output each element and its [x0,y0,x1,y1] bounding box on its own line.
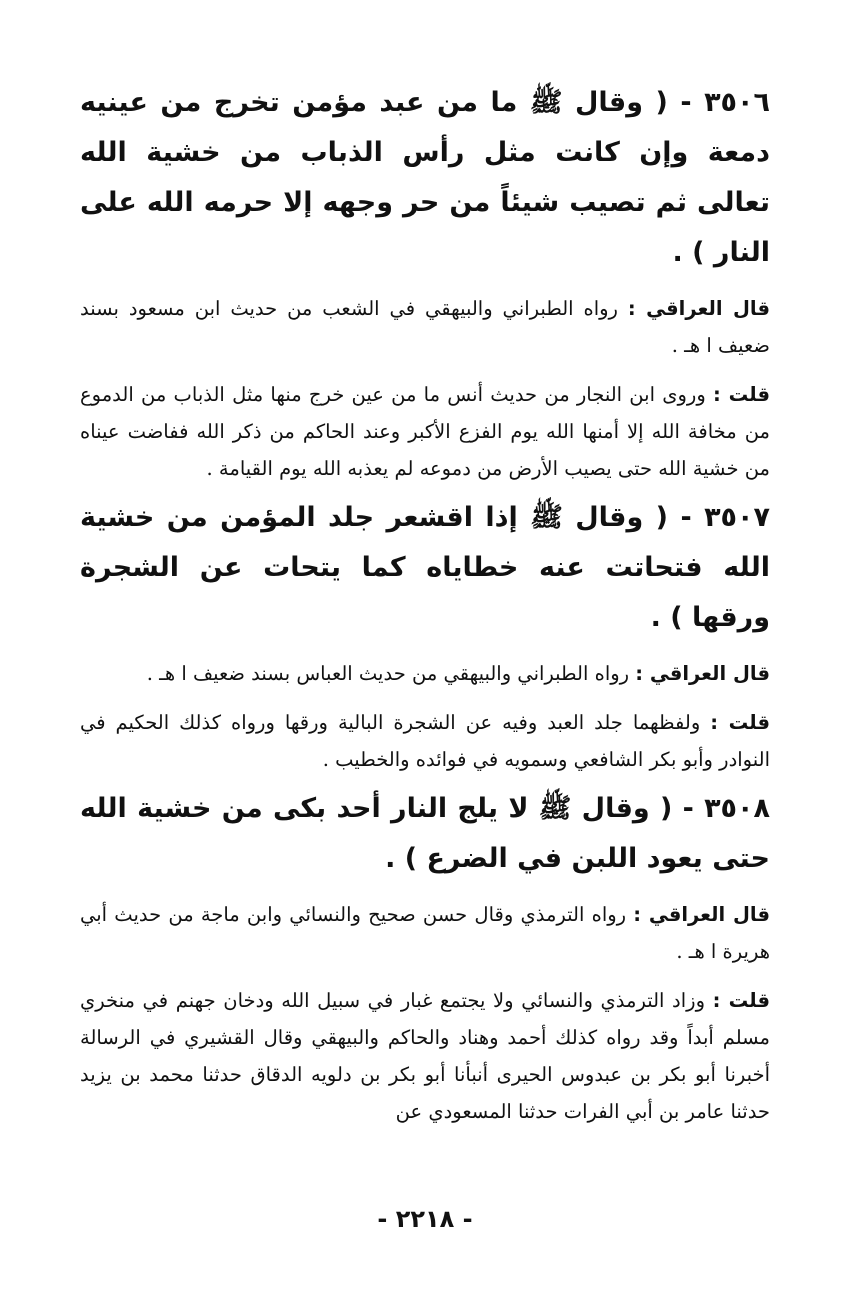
iraqi-label: قال العراقي : [627,297,770,320]
qultu-label: قلت : [710,711,771,734]
qultu-note-3508 [80,982,770,1130]
qultu-note-3506 [80,376,770,487]
iraqi-label: قال العراقي : [633,903,770,926]
iraqi-text: رواه الترمذي وقال حسن صحيح والنسائي وابن ماجة من حديث أبي هريرة ا هـ . [80,903,770,963]
page-number: - ٢٢١٨ - [377,1205,473,1233]
hadith-3507: ٣٥٠٧ - ( وقال ﷺ إذا اقشعر جلد المؤمن من خشية الله فتحاتت عنه خطاياه كما يتحات عن الشجرة ورقها ) . [80,502,770,633]
iraqi-note-3508 [80,896,770,970]
iraqi-text: رواه الطبراني والبيهقي في الشعب من حديث ابن مسعود بسند ضعيف ا هـ . [80,297,770,357]
qultu-note-3507 [80,704,770,778]
qultu-label: قلت : [712,989,770,1012]
iraqi-note-3506 [80,290,770,364]
qultu-text: وزاد الترمذي والنسائي ولا يجتمع غبار في سبيل الله ودخان جهنم في منخري مسلم أبداً وقد رواه كذلك أحمد وهناد والحاكم والبيهقي وقال القشيري في الرسالة أخبرنا أبو بكر بن عبدوس الحيرى أنبأنا أبو بكر بن دلويه الدقاق حدثنا محمد بن يزيد حدثنا عامر بن أبي الفرات حدثنا المسعودي عن [80,989,770,1123]
hadith-3508: ٣٥٠٨ - ( وقال ﷺ لا يلج النار أحد بكى من خشية الله حتى يعود اللبن في الضرع ) . [80,793,770,874]
page-body [80,78,770,1142]
iraqi-text: رواه الطبراني والبيهقي من حديث العباس بسند ضعيف ا هـ . [146,662,630,685]
qultu-label: قلت : [713,383,770,406]
qultu-text: وروى ابن النجار من حديث أنس ما من عين خرج منها مثل الذباب من الدموع من مخافة الله إلا أمنها الله يوم الفزع الأكبر وعند الحاكم من ذكر الله ففاضت عيناه من خشية الله حتى يصيب الأرض من دموعه لم يعذبه الله يوم القيامة . [80,383,770,480]
iraqi-note-3507 [80,655,770,692]
hadith-3506: ٣٥٠٦ - ( وقال ﷺ ما من عبد مؤمن تخرج من عينيه دمعة وإن كانت مثل رأس الذباب من خشية الله تعالى ثم تصيب شيئاً من حر وجهه إلا حرمه الله على النار ) . [80,87,770,268]
iraqi-label: قال العراقي : [635,662,770,685]
qultu-text: ولفظهما جلد العبد وفيه عن الشجرة البالية ورقها ورواه كذلك الحكيم في النوادر وأبو بكر الشافعي وسمويه في فوائده والخطيب . [80,711,770,771]
